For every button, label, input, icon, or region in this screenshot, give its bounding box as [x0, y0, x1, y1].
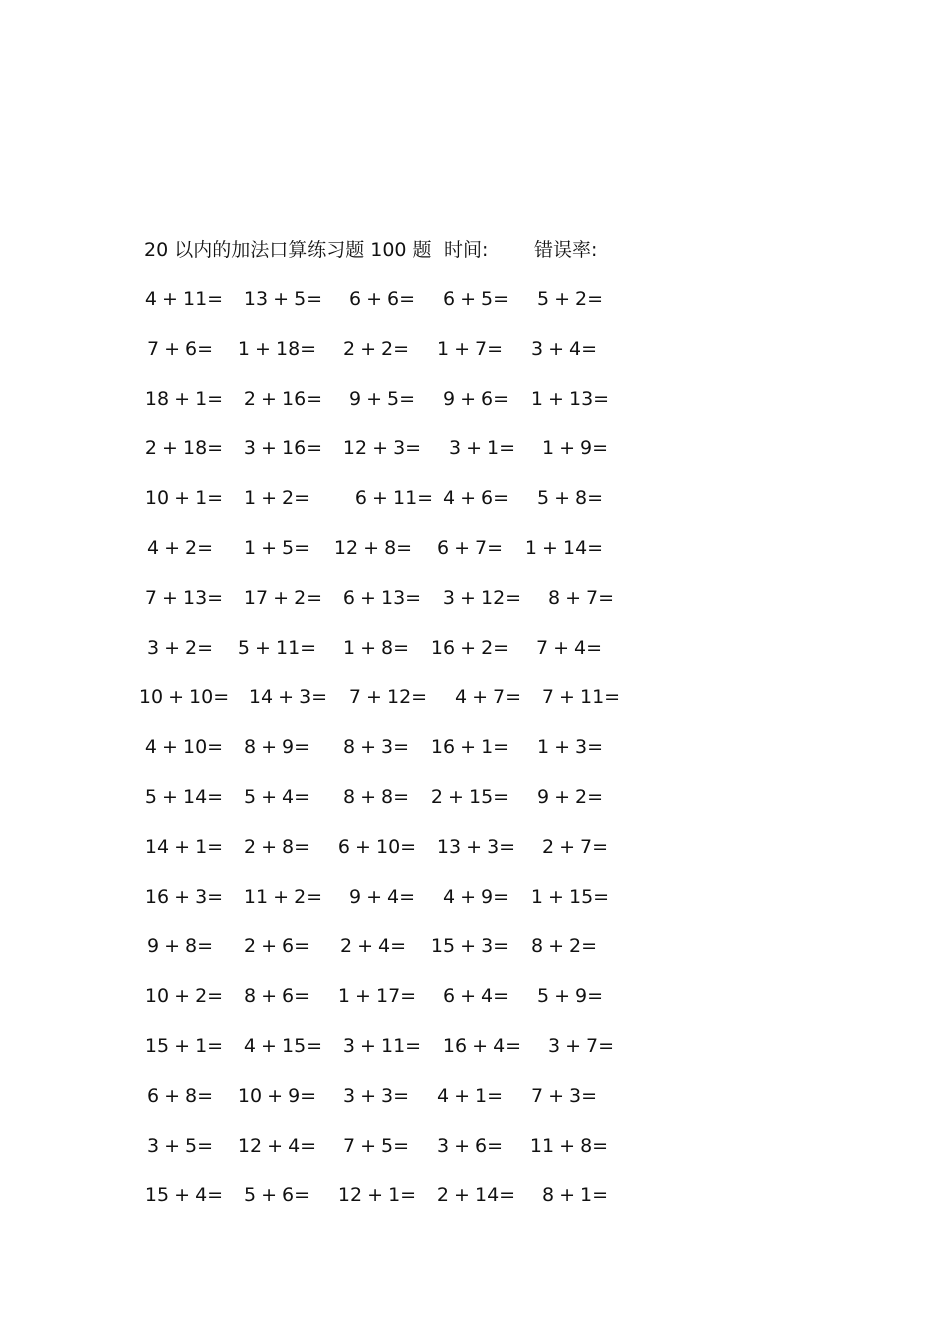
addition-problem: 15 + 1=: [144, 1035, 224, 1057]
addition-problem: 14 + 1=: [144, 835, 224, 858]
addition-problem: 3 + 4=: [530, 337, 598, 360]
addition-problem: 3 + 3=: [342, 1084, 410, 1107]
problem-row: [0, 433, 950, 463]
addition-problem: 4 + 1=: [436, 1084, 504, 1107]
addition-problem: 6 + 11=: [354, 487, 434, 510]
addition-problem: 12 + 1=: [337, 1184, 417, 1207]
addition-problem: 4 + 7=: [454, 686, 522, 709]
addition-problem: 14 + 3=: [248, 686, 328, 709]
addition-problem: 5 + 11=: [237, 636, 317, 659]
addition-problem: 1 + 7=: [436, 337, 504, 360]
addition-problem: 4 + 2=: [146, 537, 214, 559]
problem-row: [0, 533, 950, 563]
addition-problem: 9 + 5=: [348, 387, 416, 410]
addition-problem: 3 + 12=: [442, 586, 522, 609]
addition-problem: 2 + 6=: [243, 935, 311, 958]
addition-problem: 3 + 1=: [448, 437, 516, 460]
addition-problem: 7 + 13=: [144, 586, 224, 609]
addition-problem: 9 + 6=: [442, 387, 510, 410]
addition-problem: 1 + 9=: [541, 437, 609, 460]
addition-problem: 16 + 3=: [144, 885, 224, 908]
addition-problem: 1 + 13=: [530, 387, 610, 410]
addition-problem: 5 + 8=: [536, 487, 604, 510]
problem-row: [0, 633, 950, 663]
problem-row: [0, 981, 950, 1011]
addition-problem: 2 + 7=: [541, 835, 609, 858]
addition-problem: 8 + 2=: [530, 935, 598, 958]
problem-row: [0, 1180, 950, 1210]
time-label: 时间:: [444, 239, 489, 261]
addition-problem: 5 + 14=: [144, 786, 224, 808]
addition-problem: 15 + 3=: [430, 935, 510, 958]
addition-problem: 10 + 9=: [237, 1084, 317, 1107]
addition-problem: 2 + 16=: [243, 387, 323, 410]
problem-row: [0, 682, 950, 712]
addition-problem: 5 + 4=: [243, 786, 311, 808]
addition-problem: 9 + 8=: [146, 935, 214, 958]
addition-problem: 1 + 2=: [243, 487, 311, 510]
error-rate-label: 错误率:: [534, 239, 598, 261]
addition-problem: 6 + 10=: [337, 835, 417, 858]
addition-problem: 13 + 3=: [436, 835, 516, 858]
addition-problem: 2 + 2=: [342, 337, 410, 360]
addition-problem: 1 + 3=: [536, 736, 604, 759]
addition-problem: 18 + 1=: [144, 387, 224, 410]
addition-problem: 4 + 10=: [144, 736, 224, 759]
addition-problem: 3 + 6=: [436, 1134, 504, 1157]
problem-row: [0, 1081, 950, 1111]
problem-row: [0, 384, 950, 414]
addition-problem: 3 + 11=: [342, 1035, 422, 1057]
addition-problem: 16 + 1=: [430, 736, 510, 759]
addition-problem: 16 + 2=: [430, 636, 510, 659]
addition-problem: 3 + 5=: [146, 1134, 214, 1157]
addition-problem: 1 + 17=: [337, 985, 417, 1008]
addition-problem: 12 + 3=: [342, 437, 422, 460]
addition-problem: 3 + 2=: [146, 636, 214, 659]
addition-problem: 1 + 15=: [530, 885, 610, 908]
addition-problem: 4 + 11=: [144, 288, 224, 310]
problem-row: [0, 483, 950, 513]
addition-problem: 1 + 5=: [243, 537, 311, 559]
addition-problem: 4 + 9=: [442, 885, 510, 908]
problem-row: [0, 284, 950, 314]
addition-problem: 4 + 15=: [243, 1035, 323, 1057]
addition-problem: 2 + 15=: [430, 786, 510, 808]
addition-problem: 3 + 7=: [547, 1035, 615, 1057]
addition-problem: 5 + 6=: [243, 1184, 311, 1207]
addition-problem: 7 + 4=: [535, 636, 603, 659]
addition-problem: 7 + 11=: [541, 686, 621, 709]
addition-problem: 8 + 8=: [342, 786, 410, 808]
addition-problem: 7 + 12=: [348, 686, 428, 709]
addition-problem: 10 + 1=: [144, 487, 224, 510]
addition-problem: 6 + 7=: [436, 537, 504, 559]
addition-problem: 6 + 4=: [442, 985, 510, 1008]
problem-row: [0, 931, 950, 961]
addition-problem: 8 + 6=: [243, 985, 311, 1008]
problem-row: [0, 882, 950, 912]
addition-problem: 15 + 4=: [144, 1184, 224, 1207]
addition-problem: 3 + 16=: [243, 437, 323, 460]
addition-problem: 8 + 3=: [342, 736, 410, 759]
addition-problem: 12 + 4=: [237, 1134, 317, 1157]
addition-problem: 6 + 5=: [442, 288, 510, 310]
addition-problem: 13 + 5=: [243, 288, 323, 310]
addition-problem: 6 + 13=: [342, 586, 422, 609]
problem-row: [0, 732, 950, 762]
problem-row: [0, 1131, 950, 1161]
addition-problem: 1 + 18=: [237, 337, 317, 360]
problem-row: [0, 782, 950, 812]
addition-problem: 10 + 2=: [144, 985, 224, 1008]
addition-problem: 4 + 6=: [442, 487, 510, 510]
addition-problem: 2 + 4=: [339, 935, 407, 958]
addition-problem: 5 + 9=: [536, 985, 604, 1008]
addition-problem: 2 + 8=: [243, 835, 311, 858]
addition-problem: 1 + 8=: [342, 636, 410, 659]
problem-row: [0, 583, 950, 613]
problem-row: [0, 832, 950, 862]
addition-problem: 9 + 2=: [536, 786, 604, 808]
addition-problem: 1 + 14=: [524, 537, 604, 559]
addition-problem: 17 + 2=: [243, 586, 323, 609]
addition-problem: 8 + 1=: [541, 1184, 609, 1207]
addition-problem: 5 + 2=: [536, 288, 604, 310]
addition-problem: 7 + 3=: [530, 1084, 598, 1107]
addition-problem: 12 + 8=: [333, 537, 413, 559]
addition-problem: 2 + 14=: [436, 1184, 516, 1207]
addition-problem: 9 + 4=: [348, 885, 416, 908]
problem-row: [0, 1031, 950, 1061]
addition-problem: 6 + 6=: [348, 288, 416, 310]
addition-problem: 6 + 8=: [146, 1084, 214, 1107]
addition-problem: 10 + 10=: [138, 686, 230, 709]
addition-problem: 11 + 8=: [529, 1134, 609, 1157]
problem-row: [0, 334, 950, 364]
worksheet-title: 20 以内的加法口算练习题 100 题: [144, 239, 432, 261]
addition-problem: 2 + 18=: [144, 437, 224, 460]
addition-problem: 8 + 9=: [243, 736, 311, 759]
addition-problem: 11 + 2=: [243, 885, 323, 908]
addition-problem: 8 + 7=: [547, 586, 615, 609]
addition-problem: 7 + 6=: [146, 337, 214, 360]
addition-problem: 7 + 5=: [342, 1134, 410, 1157]
addition-problem: 16 + 4=: [442, 1035, 522, 1057]
